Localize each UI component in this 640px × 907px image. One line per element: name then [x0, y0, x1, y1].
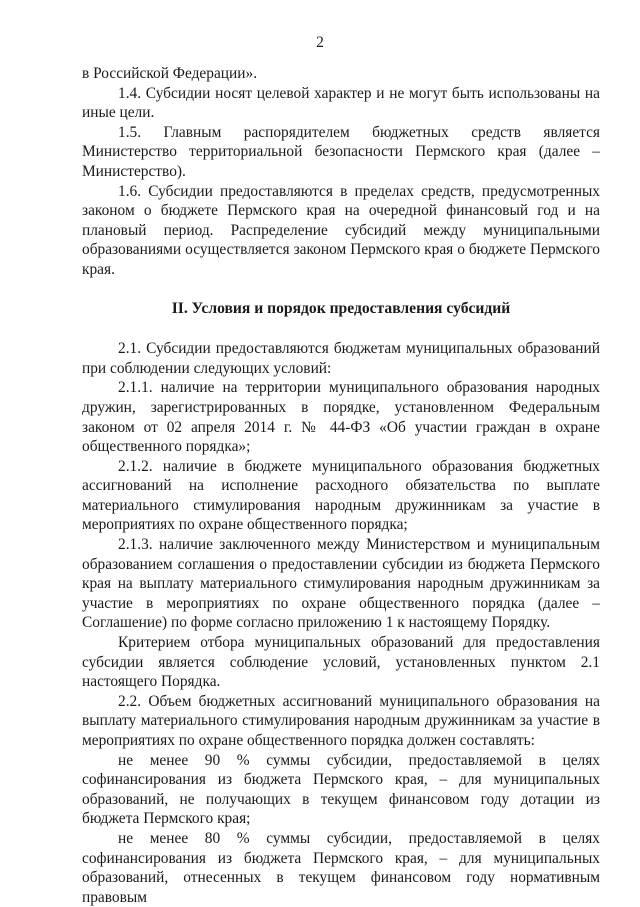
paragraph-2-1: 2.1. Субсидии предоставляются бюджетам муниципальных образований при соблюдении следующих условий: [82, 340, 600, 377]
paragraph-2-1-1: 2.1.1. наличие на территории муниципального образования народных дружин, зарегистрированных в порядке, установленном Федеральным законом от 02 апреля 2014 г. № 44-ФЗ «Об участии граждан в охране общественного порядка»; [82, 379, 600, 456]
document-body [82, 64, 600, 907]
paragraph-2-1-2: 2.1.2. наличие в бюджете муниципального образования бюджетных ассигнований на исполнение расходного обязательства по выплате материального стимулирования народным дружинникам за участие в мероприятиях по охране общественного порядка; [82, 457, 600, 534]
paragraph-criteria: Критерием отбора муниципальных образований для предоставления субсидии является соблюдение условий, установленных пунктом 2.1 настоящего Порядка. [82, 634, 600, 691]
paragraph-1-4: 1.4. Субсидии носят целевой характер и не могут быть использованы на иные цели. [82, 84, 600, 122]
paragraph-2-1-3: 2.1.3. наличие заключенного между Министерством и муниципальным образованием соглашения о предоставлении субсидии из бюджета Пермского края на выплату материального стимулирования народным дружинникам за участие в мероприятиях по охране общественного порядка (далее – Соглашение) по форме согласно приложению 1 к настоящему Порядку. [82, 536, 600, 632]
paragraph-2-2-b: не менее 80 % суммы субсидии, предоставляемой в целях софинансирования из бюджета Пермского края, – для муниципальных образований, отнесенных в текущем финансовом году нормативным правовым [82, 829, 600, 906]
paragraph-2-2: 2.2. Объем бюджетных ассигнований муниципального образования на выплату материального стимулирования народным дружинникам за участие в мероприятиях по охране общественного порядка должен составлять: [82, 692, 600, 749]
paragraph-2-2-a: не менее 90 % суммы субсидии, предоставляемой в целях софинансирования из бюджета Пермского края, – для муниципальных образований, не получающих в текущем финансовом году дотации из бюджета Пермского края; [82, 751, 600, 828]
paragraph-1-6: 1.6. Субсидии предоставляются в пределах средств, предусмотренных законом о бюджете Пермского края на очередной финансовый год и на плановый период. Распределение субсидий между муниципальными образованиями осуществляется законом Пермского края о бюджете Пермского края. [82, 182, 600, 278]
section-heading: II. Условия и порядок предоставления субсидий [171, 299, 511, 317]
paragraph-continuation: в Российской Федерации». [82, 65, 258, 82]
paragraph-1-5: 1.5. Главным распорядителем бюджетных средств является Министерство территориальной безопасности Пермского края (далее – Министерство). [82, 123, 600, 180]
page-number: 2 [316, 34, 324, 51]
